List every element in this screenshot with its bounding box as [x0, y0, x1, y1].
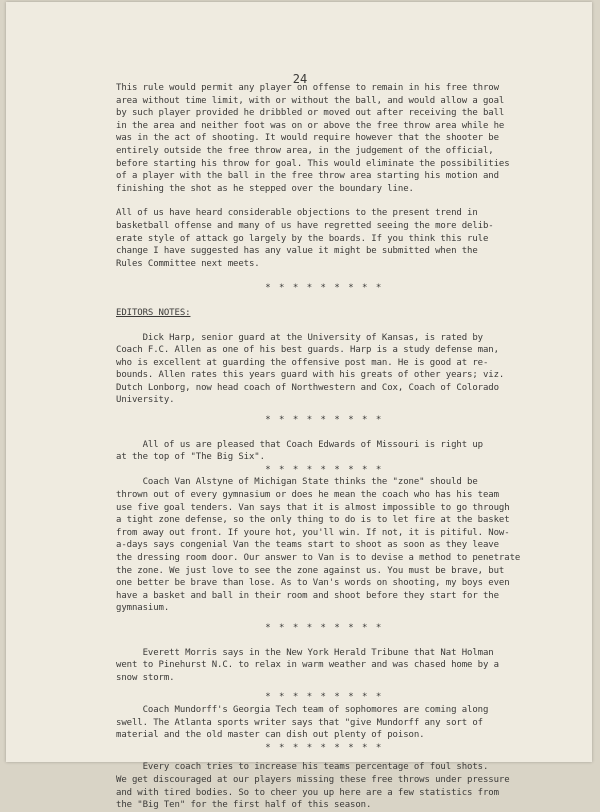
text-line: erate style of attack go largely by the boards. If you think this rule — [116, 233, 489, 244]
text-line: have a basket and ball in their room and shoot before they start for the — [116, 590, 499, 601]
rule-paragraph — [116, 82, 532, 195]
text-line: by such player provided he dribbled or moved out after receiving the ball — [116, 108, 505, 119]
text-line: Dutch Lonborg, now head coach of Northwestern and Cox, Coach of Colorado — [116, 382, 499, 393]
text-line: Every coach tries to increase his teams percentage of foul shots. — [116, 762, 489, 773]
text-line: a tight zone defense, so the only thing to do is to let fire at the basket — [116, 515, 510, 526]
text-line: Dick Harp, senior guard at the University of Kansas, is rated by — [116, 332, 483, 343]
text-line: This rule would permit any player on offense to remain in his free throw — [116, 83, 499, 93]
text-line: snow storm. — [116, 672, 175, 683]
text-line: one better be brave than lose. As to Van's words on shooting, my boys even — [116, 578, 510, 589]
text-line: use five goal tenders. Van says that it is almost impossible to go through — [116, 502, 510, 513]
text-line: Everett Morris says in the New York Herald Tribune that Nat Holman — [116, 647, 494, 658]
document-body — [116, 82, 532, 812]
text-line: University. — [116, 395, 175, 406]
note-foul-shots — [116, 761, 532, 811]
text-line: Coach Van Alstyne of Michigan State thinks the "zone" should be — [116, 477, 478, 488]
star-divider: * * * * * * * * * — [265, 622, 383, 633]
star-divider: * * * * * * * * * — [265, 415, 383, 426]
text-line: Coach Mundorff's Georgia Tech team of sophomores are coming along — [116, 704, 489, 715]
text-line: finishing the shot as he stepped over the boundary line. — [116, 183, 414, 194]
text-line: of a player with the ball in the free throw area starting his motion and — [116, 171, 499, 182]
note-edwards — [116, 439, 532, 464]
note-morris — [116, 647, 532, 685]
page-number: 24 — [292, 72, 308, 86]
note-mundorff — [116, 704, 532, 742]
note-harp — [116, 332, 532, 408]
text-line: material and the old master can dish out plenty of poison. — [116, 730, 425, 741]
text-line: the "Big Ten" for the first half of this season. — [116, 800, 372, 811]
text-line: Coach F.C. Allen as one of his best guards. Harp is a study defense man, — [116, 345, 499, 356]
text-line: who is excellent at guarding the offensive post man. He is good at re- — [116, 357, 489, 368]
text-line: and with tired bodies. So to cheer you up here are a few statistics from — [116, 787, 499, 798]
text-line: from away out front. If youre hot, you'll win. If not, it is pitiful. Now- — [116, 527, 510, 538]
text-line: gymnasium. — [116, 603, 170, 614]
text-line: basketball offense and many of us have regretted seeing the more delib- — [116, 220, 494, 231]
star-divider: * * * * * * * * * — [265, 283, 383, 294]
text-line: area without time limit, with or without the ball, and would allow a goal — [116, 95, 505, 106]
editors-notes-heading: EDITORS NOTES: — [116, 307, 191, 318]
text-line: at the top of "The Big Six". — [116, 452, 265, 463]
star-divider: * * * * * * * * * — [265, 692, 383, 703]
text-line: went to Pinehurst N.C. to relax in warm weather and was chased home by a — [116, 660, 499, 671]
text-line: We get discouraged at our players missing these free throws under pressure — [116, 774, 510, 785]
text-line: All of us are pleased that Coach Edwards of Missouri is right up — [116, 439, 483, 450]
star-divider: * * * * * * * * * — [265, 464, 383, 475]
objections-paragraph — [116, 207, 532, 270]
text-line: swell. The Atlanta sports writer says that "give Mundorff any sort of — [116, 717, 483, 728]
text-line: the zone. We just love to see the zone against us. You must be brave, but — [116, 565, 505, 576]
text-line: Rules Committee next meets. — [116, 258, 260, 269]
text-line: a-days says congenial Van the teams start to shoot as soon as they leave — [116, 540, 499, 551]
text-line: entirely outside the free throw area, in the judgement of the official, — [116, 145, 494, 156]
text-line: before starting his throw for goal. This would eliminate the possibilities — [116, 158, 510, 169]
text-line: thrown out of every gymnasium or does he mean the coach who has his team — [116, 490, 499, 501]
text-line: change I have suggested has any value it might be submitted when the — [116, 246, 478, 257]
star-divider: * * * * * * * * * — [265, 742, 383, 753]
text-line: in the area and neither foot was on or above the free throw area while he — [116, 120, 505, 131]
text-line: was in the act of shooting. It would require however that the shooter be — [116, 133, 499, 144]
text-line: All of us have heard considerable objections to the present trend in — [116, 208, 478, 219]
note-van-alstyne — [116, 476, 532, 615]
text-line: bounds. Allen rates this years guard with his greats of other years; viz. — [116, 370, 505, 381]
text-line: the dressing room door. Our answer to Van is to devise a method to penetrate — [116, 553, 521, 563]
